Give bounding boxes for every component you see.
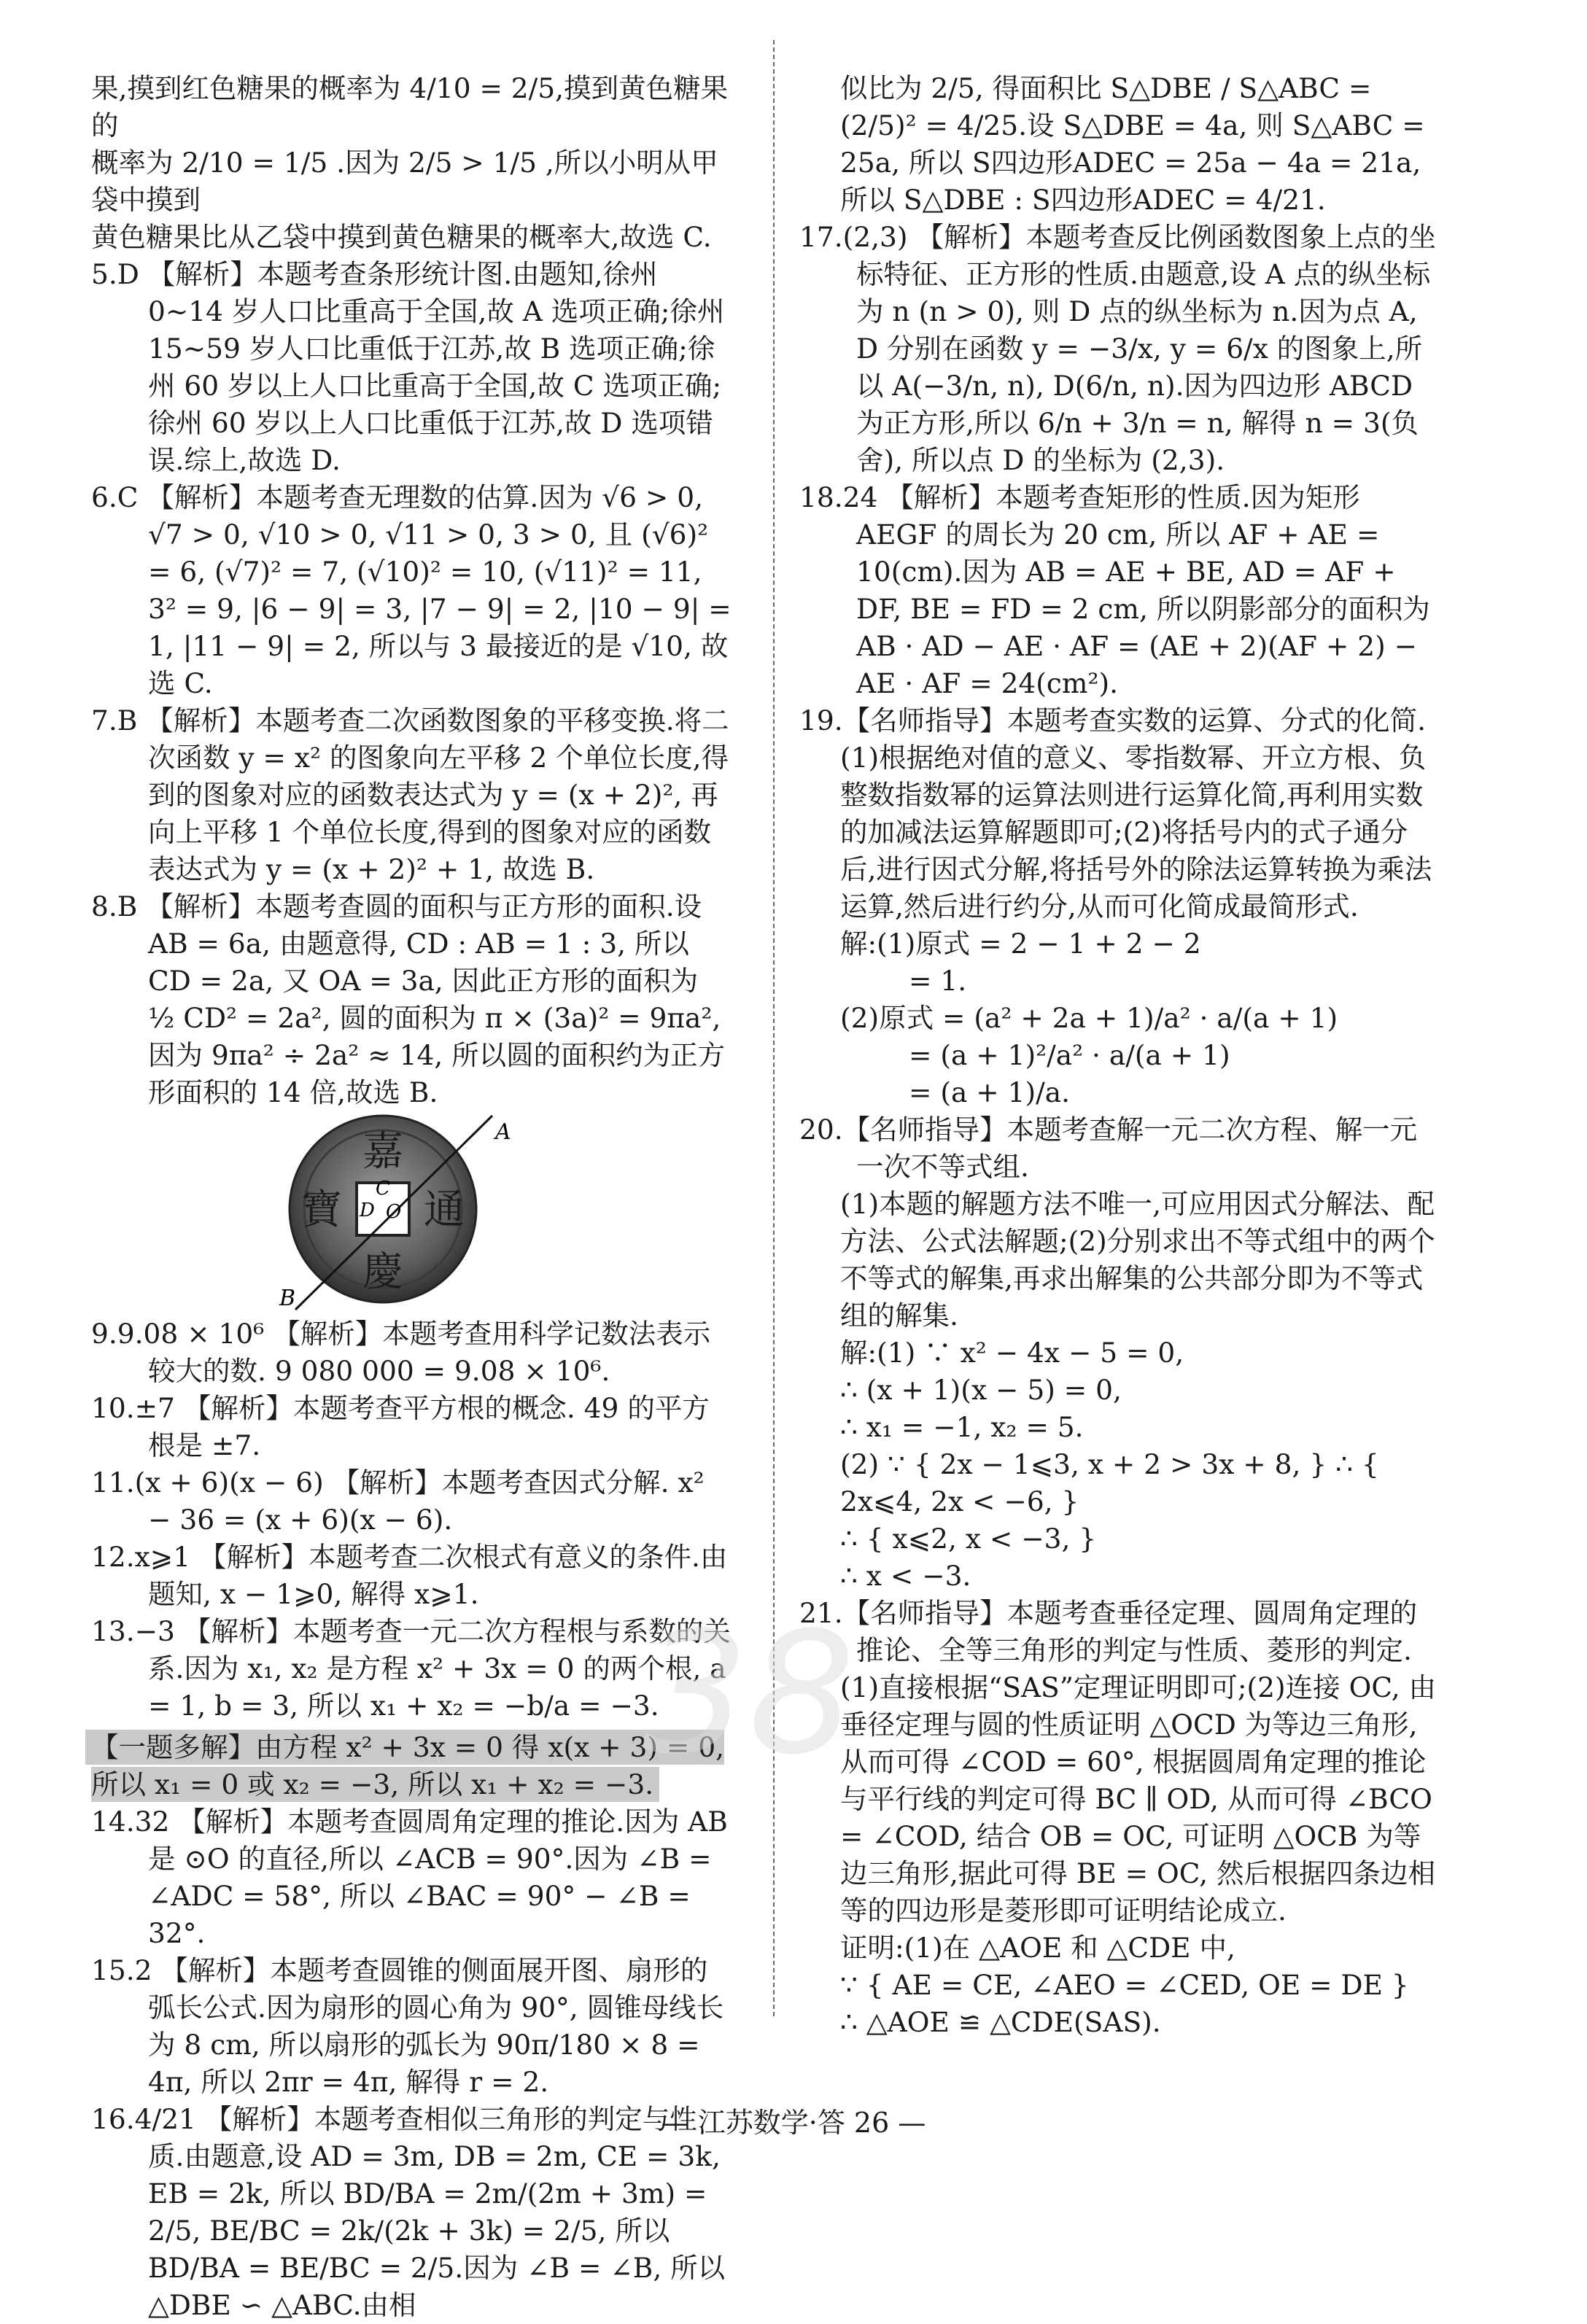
answer-21-guide: (1)直接根据“SAS”定理证明即可;(2)连接 OC, 由垂径定理与圆的性质证明 △OCD 为等边三角形,从而可得 ∠COD = 60°, 根据圆周角定理的推论与平行线的判定可得 BC ∥ OD, 从而可得 ∠BCO = ∠COD, 结合 OB = OC, 可证明 △OCB 为等边三角形,据此可得 BE = OC, 然后根据四条边相等的四边形是菱形即可证明结论成立.	[840, 1671, 1437, 1927]
answer-19-sol-2: (2)原式 = (a² + 2a + 1)/a² · a/(a + 1)	[840, 1002, 1338, 1034]
answer-19-guide: (1)根据绝对值的意义、零指数幂、开立方根、负整数指数幂的运算法则进行运算化简,再利用实数的加减法运算解题即可;(2)将括号内的式子通分后,进行因式分解,将括号外的除法运算转换为乘法运算,然后进行约分,从而可化简成最简形式.	[840, 742, 1432, 922]
answer-8: 8.B 【解析】本题考查圆的面积与正方形的面积.设 AB = 6a, 由题意得, CD : AB = 1 : 3, 所以 CD = 2a, 又 OA = 3a, 因此正方形的面积为 ½ CD² = 2a², 圆的面积为 π × (3a)² = 9πa², 因为 9πa² ÷ 2a² ≈ 14, 所以圆的面积约为正方形面积的 14 倍,故选 B.	[91, 890, 726, 1108]
answer-21-proof-3: ∴ △AOE ≌ △CDE(SAS).	[840, 2006, 1161, 2038]
answer-20-sol-2: (2) ∵ { 2x − 1⩽3, x + 2 > 3x + 8, } ∴ { 2x⩽4, 2x < −6, }	[840, 1448, 1379, 1517]
answer-7: 7.B 【解析】本题考查二次函数图象的平移变换.将二次函数 y = x² 的图象向左平移 2 个单位长度,得到的图象对应的函数表达式为 y = (x + 2)², 再向上平移 1 个单位长度,得到的图象对应的函数表达式为 y = (x + 2)² + 1, 故选 B.	[91, 704, 729, 885]
answer-16: 16.4/21 【解析】本题考查相似三角形的判定与性质.由题意,设 AD = 3m, DB = 2m, CE = 3k, EB = 2k, 所以 BD/BA = 2m/(2m + 3m) = 2/5, BE/BC = 2k/(2k + 3k) = 2/5, 所以 BD/BA = BE/BC = 2/5.因为 ∠B = ∠B, 所以 △DBE ∽ △ABC.由相	[91, 2103, 726, 2321]
left-column	[91, 70, 733, 2324]
coin-char-bottom: 慶	[362, 1248, 403, 1296]
answer-16-cont: 似比为 2/5, 得面积比 S△DBE / S△ABC = (2/5)² = 4/25.设 S△DBE = 4a, 则 S△ABC = 25a, 所以 S四边形ADEC = 25a − 4a = 21a, 所以 S△DBE : S四边形ADEC = 4/21.	[840, 72, 1425, 216]
answer-19-sol-2c: = (a + 1)/a.	[909, 1076, 1070, 1108]
answer-14: 14.32 【解析】本题考查圆周角定理的推论.因为 AB 是 ⊙O 的直径,所以 ∠ACB = 90°.因为 ∠B = ∠ADC = 58°, 所以 ∠BAC = 90° − ∠B = 32°.	[91, 1806, 728, 1949]
coin-char-right: 通	[424, 1186, 465, 1234]
answer-15: 15.2 【解析】本题考查圆锥的侧面展开图、扇形的弧长公式.因为扇形的圆心角为 90°, 圆锥母线长为 8 cm, 所以扇形的弧长为 90π/180 × 8 = 4π, 所以 2πr = 4π, 解得 r = 2.	[91, 1954, 724, 2098]
coin-char-left: 寶	[301, 1186, 342, 1234]
answer-13: 13.−3 【解析】本题考查一元二次方程根与系数的关系.因为 x₁, x₂ 是方程 x² + 3x = 0 的两个根, a = 1, b = 3, 所以 x₁ + x₂ = −b/a = −3.	[91, 1615, 731, 1722]
answer-20-sol-2c: ∴ x < −3.	[840, 1560, 971, 1592]
point-label-b: B	[279, 1286, 296, 1311]
answer-18: 18.24 【解析】本题考查矩形的性质.因为矩形 AEGF 的周长为 20 cm, 所以 AF + AE = 10(cm).因为 AB = AE + BE, AD = AF + DF, BE = FD = 2 cm, 所以阴影部分的面积为 AB · AD − AE · AF = (AE + 2)(AF + 2) − AE · AF = 24(cm²).	[799, 481, 1430, 699]
answer-20-sol-2b: ∴ { x⩽2, x < −3, }	[840, 1523, 1097, 1555]
text-block: 黄色糖果比从乙袋中摸到黄色糖果的概率大,故选 C.	[91, 221, 712, 253]
multi-solution-text: 【一题多解】由方程 x² + 3x = 0 得 x(x + 3) = 0, 所以 x₁ = 0 或 x₂ = −3, 所以 x₁ + x₂ = −3.	[85, 1730, 724, 1802]
answer-21-title: 21.【名师指导】本题考查垂径定理、圆周角定理的推论、全等三角形的判定与性质、菱形的判定.	[799, 1597, 1418, 1666]
coin-figure	[273, 1114, 587, 1311]
multi-solution-box	[91, 1725, 733, 1803]
answer-20-title: 20.【名师指导】本题考查解一元二次方程、解一元一次不等式组.	[799, 1114, 1418, 1183]
answer-20-sol-1c: ∴ x₁ = −1, x₂ = 5.	[840, 1411, 1084, 1443]
answer-20-sol-1: 解:(1) ∵ x² − 4x − 5 = 0,	[840, 1337, 1184, 1369]
point-label-o: O	[386, 1201, 402, 1223]
answer-19-sol-1b: = 1.	[909, 965, 967, 997]
answer-20-guide: (1)本题的解题方法不唯一,可应用因式分解法、配方法、公式法解题;(2)分别求出不等式组中的两个不等式的解集,再求出解集的公共部分即为不等式组的解集.	[840, 1188, 1435, 1332]
point-label-d: D	[360, 1200, 375, 1221]
point-label-c: C	[376, 1178, 390, 1200]
answer-20-sol-1b: ∴ (x + 1)(x − 5) = 0,	[840, 1374, 1122, 1406]
text-block: 概率为 2/10 = 1/5 .因为 2/5 > 1/5 ,所以小明从甲袋中摸到	[91, 147, 718, 216]
answer-10: 10.±7 【解析】本题考查平方根的概念. 49 的平方根是 ±7.	[91, 1392, 710, 1461]
answer-17: 17.(2,3) 【解析】本题考查反比例函数图象上点的坐标特征、正方形的性质.由题意,设 A 点的纵坐标为 n (n > 0), 则 D 点的纵坐标为 n.因为点 A, D 分别在函数 y = −3/x, y = 6/x 的图象上,所以 A(−3/n, n), D(6/n, n).因为四边形 ABCD 为正方形,所以 6/n + 3/n = n, 解得 n = 3(负舍), 所以点 D 的坐标为 (2,3).	[799, 221, 1436, 476]
coin-char-top: 嘉	[362, 1128, 403, 1175]
point-label-a: A	[495, 1119, 511, 1145]
answer-19-title: 19.【名师指导】本题考查实数的运算、分式的化简.	[799, 704, 1427, 737]
answer-19-sol-2b: = (a + 1)²/a² · a/(a + 1)	[909, 1039, 1230, 1071]
answer-6: 6.C 【解析】本题考查无理数的估算.因为 √6 > 0, √7 > 0, √10 > 0, √11 > 0, 3 > 0, 且 (√6)² = 6, (√7)² = 7, (√10)² = 10, (√11)² = 11, 3² = 9, |6 − 9| = 3, |7 − 9| = 2, |10 − 9| = 1, |11 − 9| = 2, 所以与 3 最接近的是 √10, 故选 C.	[91, 481, 732, 699]
answer-21-proof-1: 证明:(1)在 △AOE 和 △CDE 中,	[840, 1932, 1235, 1964]
watermark: 38	[642, 1597, 855, 1792]
coin-diagram	[273, 1114, 587, 1311]
page-footer: — 江苏数学·答 26 —	[661, 2107, 926, 2139]
answer-21-proof-2: ∵ { AE = CE, ∠AEO = ∠CED, OE = DE }	[840, 1969, 1409, 2001]
text-block: 果,摸到红色糖果的概率为 4/10 = 2/5,摸到黄色糖果的	[91, 72, 729, 141]
answer-5: 5.D 【解析】本题考查条形统计图.由题知,徐州 0~14 岁人口比重高于全国,故 A 选项正确;徐州 15~59 岁人口比重低于江苏,故 B 选项正确;徐州 60 岁以上人口比重高于全国,故 C 选项正确;徐州 60 岁以上人口比重低于江苏,故 D 选项错误.综上,故选 D.	[91, 258, 725, 476]
answer-12: 12.x⩾1 【解析】本题考查二次根式有意义的条件.由题知, x − 1⩾0, 解得 x⩾1.	[91, 1541, 728, 1610]
answer-9: 9.9.08 × 10⁶ 【解析】本题考查用科学记数法表示较大的数. 9 080 000 = 9.08 × 10⁶.	[91, 1318, 711, 1387]
answer-19-sol-1: 解:(1)原式 = 2 − 1 + 2 − 2	[840, 928, 1201, 960]
answer-11: 11.(x + 6)(x − 6) 【解析】本题考查因式分解. x² − 36 = (x + 6)(x − 6).	[91, 1466, 705, 1536]
